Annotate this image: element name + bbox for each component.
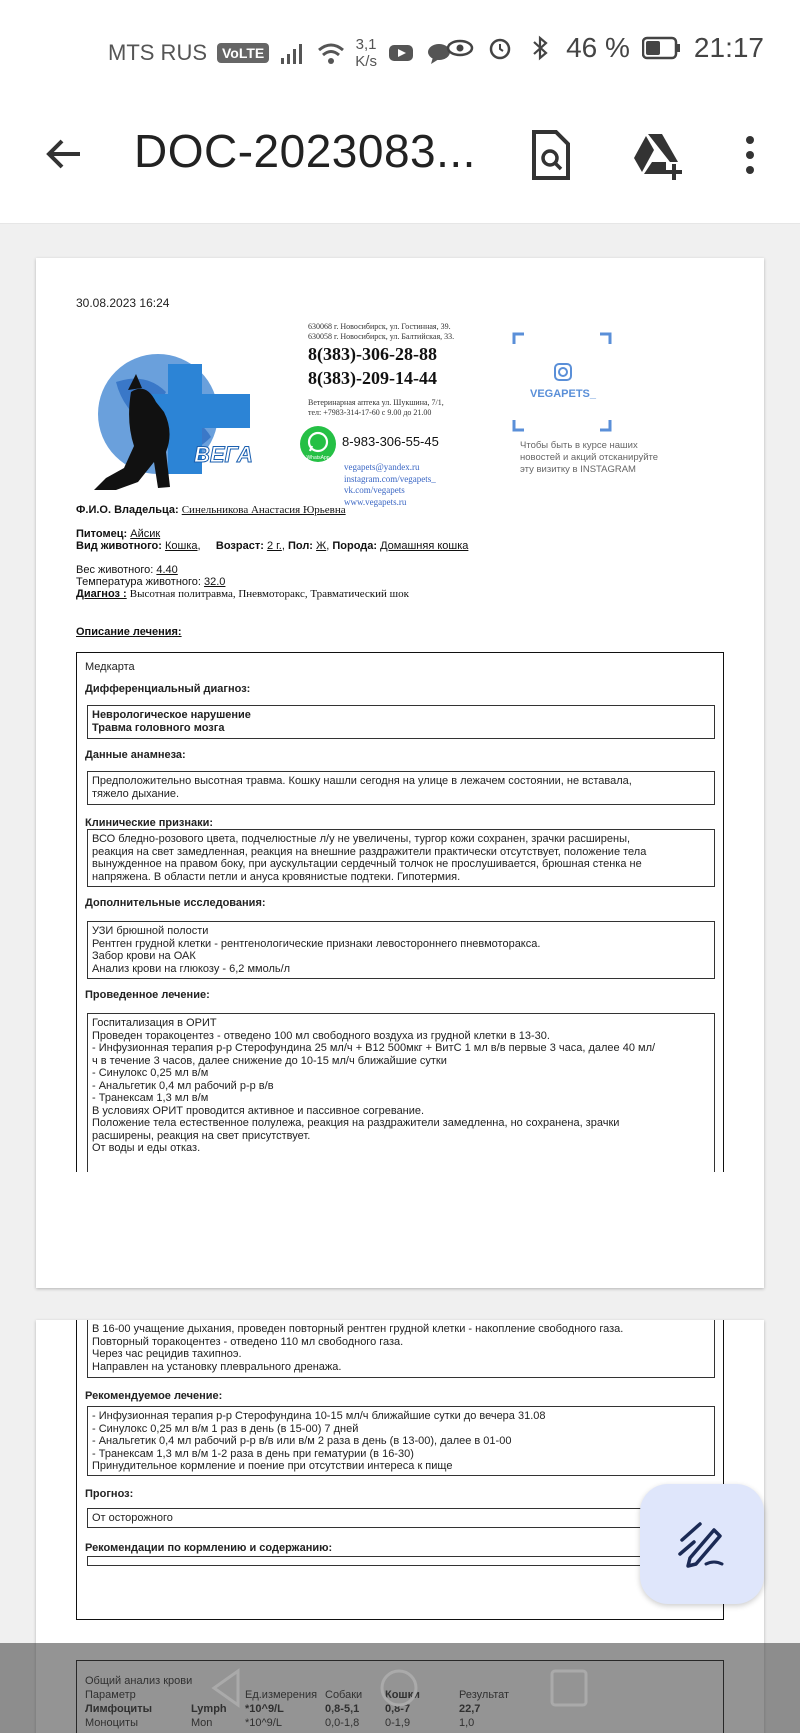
clock: 21:17 (693, 32, 764, 63)
done-treatment-line: Повторный торакоцентез - отведено 110 мл свободного газа. (92, 1335, 404, 1348)
extra-research-box (87, 921, 715, 979)
back-arrow-icon[interactable] (40, 130, 88, 178)
diff-diagnosis-line: Неврологическое нарушение (92, 709, 251, 721)
owner-label: Ф.И.О. Владельца: (76, 504, 179, 516)
feeding-box (87, 1556, 715, 1566)
anamnesis-line: тяжело дыхание. (92, 787, 180, 800)
anamnesis-box (87, 771, 715, 805)
clinical-line: напряжена. В области петли и ануса кровянистые подтеки. Гипотермия. (92, 870, 461, 883)
pharmacy-info (308, 398, 444, 418)
pharmacy-line-2: тел: +7983-314-17-60 с 9.00 до 21.00 (308, 408, 432, 417)
clinic-addresses (308, 322, 454, 342)
done-treatment-line: расширены, реакция на свет присутствует. (92, 1129, 311, 1142)
done-treatment-line: - Синулокс 0,25 мл в/м (92, 1067, 209, 1079)
status-bar (0, 0, 800, 100)
status-right (446, 32, 764, 64)
pharmacy-line-1: Ветеринарная аптека ул. Шукшина, 7/1, (308, 398, 444, 407)
done-treatment-line: В 16-00 учащение дыхания, проведен повторный рентген грудной клетки - накопление свободного газа. (92, 1323, 624, 1335)
extra-research-line: Рентген грудной клетки - рентгенологические признаки левостороннего пневмоторакса. (92, 937, 541, 950)
app-bar (0, 100, 800, 224)
clinical-line: вынужденное на правом боку, при аускультации сердечный толчок не прослушивается, брюшная стенка не (92, 858, 642, 870)
feeding-heading: Рекомендации по кормлению и содержанию: (85, 1542, 333, 1554)
instagram-link[interactable]: instagram.com/vegapets_ (344, 473, 436, 484)
anamnesis-line: Предположительно высотная травма. Кошку нашли сегодня на улице в лежачем состоянии, не вставала, (92, 775, 632, 787)
bluetooth-icon (526, 35, 554, 61)
done-treatment-line: Направлен на установку плеврального дренажа. (92, 1360, 342, 1373)
clinical-line: реакция на свет замедленная, реакция на внешние раздражители практически отсутствует, положение тела (92, 845, 647, 858)
clinical-heading: Клинические признаки: (85, 817, 214, 829)
pet-label: Питомец: (76, 528, 128, 540)
contact-links (344, 462, 436, 508)
signal-icon (279, 40, 307, 66)
recommended-line: - Синулокс 0,25 мл в/м 1 раз в день (в 15-00) 7 дней (92, 1422, 359, 1435)
volte-badge: VoLTE (217, 43, 269, 63)
alarm-icon (486, 35, 514, 61)
temp-value: 32.0 (204, 576, 226, 588)
whatsapp-number: 8-983-306-55-45 (342, 434, 439, 449)
battery-icon (642, 35, 682, 61)
temp-row (76, 576, 225, 588)
pet-row (76, 528, 160, 540)
site-link[interactable]: www.vegapets.ru (344, 496, 407, 507)
weight-label: Вес животного: (76, 564, 154, 576)
network-speed (355, 36, 377, 70)
done-treatment-line: От воды и еды отказ. (92, 1142, 201, 1154)
qr-note: Чтобы быть в курсе наших новостей и акций отсканируйте эту визитку в INSTAGRAM (520, 440, 659, 475)
age-label: Возраст: (215, 540, 264, 552)
diff-diagnosis-heading: Дифференциальный диагноз: (85, 683, 251, 695)
carrier-name: MTS RUS (108, 40, 207, 65)
prognosis-heading: Прогноз: (85, 1488, 134, 1500)
whatsapp-icon (300, 426, 336, 462)
done-treatment-line: Положение тела естественное полулежа, реакция на раздражители замедленна, но сохранена, зрачки (92, 1117, 620, 1129)
breed-label: Порода: (332, 540, 378, 552)
medcard-title: Медкарта (85, 661, 135, 673)
pet-value: Айсик (130, 528, 161, 540)
done-treatment-line: Проведен торакоцентез - отведено 100 мл свободного воздуха из грудной клетки в 13-30. (92, 1029, 550, 1042)
add-to-drive-icon[interactable] (630, 128, 684, 182)
recommended-line: Принудительное кормление и поение при отсутствии интереса к пище (92, 1460, 453, 1472)
owner-row (76, 504, 346, 516)
extra-research-heading: Дополнительные исследования: (85, 897, 266, 909)
medcard (76, 652, 724, 1172)
species-label: Вид животного: (76, 540, 162, 552)
system-nav-bar (0, 1643, 800, 1733)
diagnosis-row (76, 588, 409, 600)
speed-value: 3,1 (355, 36, 377, 53)
recommended-line: - Транексам 1,3 мл в/м 1-2 раза в день при гематурии (в 16-30) (92, 1447, 414, 1460)
diagnosis-label: Диагноз : (76, 588, 127, 600)
age-value: 2 г. (266, 540, 282, 552)
clinical-line: ВСО бледно-розового цвета, подчелюстные л/у не увеличены, тургор кожи сохранен, зрачки расширены, (92, 833, 631, 845)
diff-diagnosis-line: Травма головного мозга (92, 721, 225, 734)
done-treatment-line: В условиях ОРИТ проводится активное и пассивное согревание. (92, 1104, 425, 1117)
vega-clinic-logo (76, 342, 276, 492)
document-date: 30.08.2023 16:24 (76, 296, 170, 310)
battery-percent: 46 % (566, 32, 630, 63)
done-treatment-line: - Транексам 1,3 мл в/м (92, 1092, 209, 1104)
weight-value: 4.40 (156, 564, 178, 576)
recommended-line: - Инфузионная терапия р-р Стерофундина 10-15 мл/ч ближайшие сутки до вечера 31.08 (92, 1410, 546, 1422)
speed-unit: K/s (355, 53, 377, 70)
done-treatment-continued-box (87, 1320, 715, 1378)
extra-research-line: УЗИ брюшной полости (92, 925, 209, 937)
more-vert-icon[interactable] (740, 128, 760, 182)
prognosis-value: От осторожного (92, 1512, 173, 1524)
done-treatment-box (87, 1013, 715, 1172)
anamnesis-heading: Данные анамнеза: (85, 749, 186, 761)
eye-icon (446, 35, 474, 61)
recommended-heading: Рекомендуемое лечение: (85, 1390, 223, 1402)
weight-row (76, 564, 178, 576)
edit-fab-button[interactable] (640, 1484, 764, 1604)
breed-value: Домашняя кошка (380, 540, 469, 552)
done-treatment-line: Госпитализация в ОРИТ (92, 1017, 217, 1029)
vk-link[interactable]: vk.com/vegapets (344, 485, 405, 495)
wifi-icon (317, 40, 345, 66)
extra-research-line: Анализ крови на глюкозу - 6,2 ммоль/л (92, 962, 291, 975)
nav-recents-icon[interactable] (546, 1665, 592, 1711)
done-treatment-line: - Анальгетик 0,4 мл рабочий р-р в/в (92, 1079, 274, 1092)
edit-draw-icon (676, 1518, 728, 1570)
qr-handle: VEGAPETS_ (529, 388, 597, 400)
phone-2: 8(383)-209-14-44 (308, 368, 437, 388)
done-treatment-line: Через час рецидив тахипноэ. (92, 1348, 242, 1360)
extra-research-line: Забор крови на ОАК (92, 950, 196, 962)
address-line-2: 630058 г. Новосибирск, ул. Балтийская, 33. (308, 332, 455, 341)
instagram-qr-card (510, 330, 614, 434)
treatment-label: Описание лечения: (76, 626, 182, 638)
nav-back-icon[interactable] (206, 1665, 252, 1711)
address-line-1: 630068 г. Новосибирск, ул. Гостинная, 39. (308, 322, 451, 331)
prognosis-box (87, 1508, 715, 1528)
done-treatment-heading: Проведенное лечение: (85, 989, 210, 1001)
treatment-heading-row (76, 626, 182, 638)
owner-value: Синельникова Анастасия Юрьевна (181, 504, 346, 516)
sex-label: Пол: (287, 540, 313, 552)
done-treatment-line: - Инфузионная терапия р-р Стерофундина 25 мл/ч + В12 500мкг + ВитС 1 мл в/в первые 3 часа, далее 40 мл/ (92, 1042, 656, 1054)
email-link[interactable]: vegapets@yandex.ru (344, 462, 420, 472)
temp-label: Температура животного: (76, 576, 201, 588)
status-left (108, 36, 453, 70)
recommended-box (87, 1406, 715, 1476)
whatsapp-label: WhatsApp (306, 455, 330, 461)
species-row: Вид животного: Кошка, Возраст: 2 г., Пол: Ж, Порода: Домашняя кошка (76, 540, 469, 552)
diagnosis-value: Высотная политравма, Пневмоторакс, Травматический шок (129, 588, 409, 600)
medcard-continued (76, 1320, 724, 1620)
search-document-icon[interactable] (526, 128, 576, 182)
nav-home-icon[interactable] (376, 1665, 422, 1711)
clinical-box (87, 829, 715, 887)
recommended-line: - Анальгетик 0,4 мл рабочий р-р в/в или в/м 2 раза в день (в 13-00), далее в 01-00 (92, 1435, 512, 1447)
done-treatment-line: ч в течение 3 часов, далее снижение до 10-15 мл/ч ближайшие сутки (92, 1054, 447, 1067)
document-title: DOC-2023083... (134, 125, 476, 177)
diff-diagnosis-box (87, 705, 715, 739)
species-value: Кошка (165, 540, 198, 552)
document-page-1 (36, 258, 764, 1288)
phone-1: 8(383)-306-28-88 (308, 344, 437, 364)
sex-value: Ж (316, 540, 327, 552)
logo-text: ВЕГА (194, 442, 253, 467)
youtube-icon (387, 40, 415, 66)
